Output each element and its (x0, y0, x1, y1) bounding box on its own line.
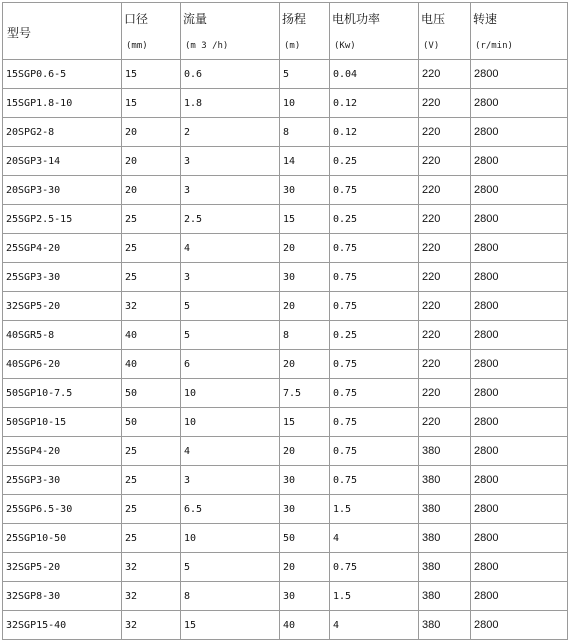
cell-model: 32SGP5-20 (3, 553, 122, 582)
table-row (3, 582, 568, 611)
cell-speed: 2800 (471, 408, 568, 437)
header-model-label: 型号 (7, 26, 32, 40)
cell-voltage: 220 (419, 379, 471, 408)
cell-head: 10 (280, 89, 330, 118)
cell-head: 15 (280, 408, 330, 437)
cell-model: 15SGP0.6-5 (3, 60, 122, 89)
table-row (3, 524, 568, 553)
table-row (3, 234, 568, 263)
cell-caliber: 32 (122, 292, 181, 321)
table-row (3, 495, 568, 524)
cell-speed: 2800 (471, 89, 568, 118)
cell-speed: 2800 (471, 379, 568, 408)
cell-voltage: 380 (419, 495, 471, 524)
cell-caliber: 25 (122, 263, 181, 292)
header-head-label: 扬程 (282, 12, 307, 26)
cell-head: 40 (280, 611, 330, 640)
cell-speed: 2800 (471, 147, 568, 176)
cell-caliber: 25 (122, 437, 181, 466)
header-speed-unit: (r/min) (475, 41, 513, 51)
cell-caliber: 15 (122, 60, 181, 89)
header-power (330, 3, 419, 60)
table-row (3, 379, 568, 408)
cell-caliber: 40 (122, 350, 181, 379)
cell-flow: 8 (181, 582, 280, 611)
cell-caliber: 50 (122, 379, 181, 408)
cell-power: 0.04 (330, 60, 419, 89)
cell-speed: 2800 (471, 205, 568, 234)
cell-flow: 15 (181, 611, 280, 640)
cell-voltage: 220 (419, 147, 471, 176)
cell-flow: 5 (181, 321, 280, 350)
cell-power: 0.25 (330, 321, 419, 350)
table-row (3, 205, 568, 234)
cell-speed: 2800 (471, 60, 568, 89)
header-voltage-unit: (V) (423, 41, 440, 51)
cell-caliber: 20 (122, 176, 181, 205)
table-row (3, 611, 568, 640)
header-voltage-label: 电压 (421, 12, 446, 26)
header-row (3, 3, 568, 60)
cell-flow: 3 (181, 263, 280, 292)
cell-flow: 0.6 (181, 60, 280, 89)
cell-model: 25SGP4-20 (3, 234, 122, 263)
cell-model: 20SGP3-14 (3, 147, 122, 176)
cell-flow: 3 (181, 147, 280, 176)
cell-speed: 2800 (471, 466, 568, 495)
table-row (3, 553, 568, 582)
cell-caliber: 15 (122, 89, 181, 118)
cell-voltage: 380 (419, 466, 471, 495)
cell-voltage: 220 (419, 89, 471, 118)
cell-head: 8 (280, 118, 330, 147)
table-row (3, 118, 568, 147)
cell-head: 8 (280, 321, 330, 350)
cell-speed: 2800 (471, 176, 568, 205)
table-row (3, 176, 568, 205)
header-caliber-label: 口径 (124, 12, 149, 26)
cell-voltage: 220 (419, 350, 471, 379)
cell-power: 4 (330, 611, 419, 640)
cell-model: 25SGP3-30 (3, 466, 122, 495)
cell-speed: 2800 (471, 582, 568, 611)
table-row (3, 292, 568, 321)
cell-power: 0.12 (330, 118, 419, 147)
cell-model: 20SGP3-30 (3, 176, 122, 205)
cell-flow: 5 (181, 292, 280, 321)
cell-power: 1.5 (330, 582, 419, 611)
table-row (3, 147, 568, 176)
cell-speed: 2800 (471, 553, 568, 582)
cell-model: 32SGP5-20 (3, 292, 122, 321)
cell-power: 0.75 (330, 263, 419, 292)
header-voltage (419, 3, 471, 60)
cell-model: 25SGP2.5-15 (3, 205, 122, 234)
cell-speed: 2800 (471, 495, 568, 524)
cell-caliber: 25 (122, 524, 181, 553)
cell-model: 50SGP10-15 (3, 408, 122, 437)
cell-head: 20 (280, 553, 330, 582)
cell-head: 14 (280, 147, 330, 176)
cell-head: 7.5 (280, 379, 330, 408)
cell-head: 20 (280, 234, 330, 263)
cell-voltage: 220 (419, 118, 471, 147)
table-row (3, 89, 568, 118)
cell-model: 50SGP10-7.5 (3, 379, 122, 408)
cell-flow: 10 (181, 408, 280, 437)
cell-power: 4 (330, 524, 419, 553)
table-row (3, 60, 568, 89)
cell-flow: 3 (181, 466, 280, 495)
header-caliber-unit: (mm) (126, 41, 148, 51)
cell-voltage: 380 (419, 553, 471, 582)
cell-caliber: 32 (122, 553, 181, 582)
table-row (3, 437, 568, 466)
cell-speed: 2800 (471, 524, 568, 553)
cell-voltage: 380 (419, 437, 471, 466)
table-row (3, 350, 568, 379)
cell-power: 0.75 (330, 350, 419, 379)
header-caliber (122, 3, 181, 60)
cell-model: 20SPG2-8 (3, 118, 122, 147)
cell-caliber: 25 (122, 205, 181, 234)
cell-voltage: 220 (419, 263, 471, 292)
cell-voltage: 380 (419, 582, 471, 611)
cell-flow: 3 (181, 176, 280, 205)
pump-spec-table (2, 2, 568, 640)
header-speed-label: 转速 (473, 12, 498, 26)
cell-power: 0.75 (330, 379, 419, 408)
header-model (3, 3, 122, 60)
cell-head: 15 (280, 205, 330, 234)
cell-power: 1.5 (330, 495, 419, 524)
cell-flow: 10 (181, 524, 280, 553)
cell-flow: 4 (181, 437, 280, 466)
table-row (3, 408, 568, 437)
cell-model: 32SGP15-40 (3, 611, 122, 640)
cell-voltage: 220 (419, 234, 471, 263)
cell-caliber: 32 (122, 582, 181, 611)
cell-model: 32SGP8-30 (3, 582, 122, 611)
cell-caliber: 50 (122, 408, 181, 437)
cell-voltage: 220 (419, 408, 471, 437)
cell-flow: 2 (181, 118, 280, 147)
cell-caliber: 20 (122, 118, 181, 147)
cell-power: 0.75 (330, 553, 419, 582)
header-speed (471, 3, 568, 60)
cell-caliber: 32 (122, 611, 181, 640)
cell-model: 25SGP10-50 (3, 524, 122, 553)
cell-model: 25SGP3-30 (3, 263, 122, 292)
cell-model: 25SGP4-20 (3, 437, 122, 466)
cell-power: 0.75 (330, 292, 419, 321)
cell-speed: 2800 (471, 263, 568, 292)
cell-voltage: 220 (419, 292, 471, 321)
cell-head: 30 (280, 176, 330, 205)
cell-speed: 2800 (471, 350, 568, 379)
cell-flow: 1.8 (181, 89, 280, 118)
cell-flow: 2.5 (181, 205, 280, 234)
cell-voltage: 380 (419, 524, 471, 553)
cell-power: 0.75 (330, 437, 419, 466)
cell-flow: 6 (181, 350, 280, 379)
table-row (3, 321, 568, 350)
cell-speed: 2800 (471, 437, 568, 466)
header-flow-unit: (m 3 /h) (185, 41, 229, 51)
cell-power: 0.75 (330, 466, 419, 495)
cell-model: 40SGP6-20 (3, 350, 122, 379)
cell-speed: 2800 (471, 321, 568, 350)
cell-flow: 5 (181, 553, 280, 582)
cell-head: 5 (280, 60, 330, 89)
cell-model: 40SGR5-8 (3, 321, 122, 350)
cell-flow: 10 (181, 379, 280, 408)
cell-caliber: 25 (122, 466, 181, 495)
table-row (3, 466, 568, 495)
cell-caliber: 40 (122, 321, 181, 350)
cell-voltage: 220 (419, 205, 471, 234)
cell-caliber: 25 (122, 234, 181, 263)
cell-voltage: 220 (419, 176, 471, 205)
cell-caliber: 25 (122, 495, 181, 524)
cell-voltage: 380 (419, 611, 471, 640)
cell-speed: 2800 (471, 611, 568, 640)
cell-model: 25SGP6.5-30 (3, 495, 122, 524)
cell-head: 20 (280, 350, 330, 379)
cell-flow: 6.5 (181, 495, 280, 524)
cell-speed: 2800 (471, 234, 568, 263)
cell-head: 20 (280, 292, 330, 321)
cell-caliber: 20 (122, 147, 181, 176)
header-power-unit: (Kw) (334, 41, 356, 51)
cell-model: 15SGP1.8-10 (3, 89, 122, 118)
cell-power: 0.25 (330, 147, 419, 176)
header-flow (181, 3, 280, 60)
cell-head: 30 (280, 495, 330, 524)
cell-voltage: 220 (419, 321, 471, 350)
cell-power: 0.12 (330, 89, 419, 118)
cell-power: 0.25 (330, 205, 419, 234)
header-flow-label: 流量 (183, 12, 208, 26)
cell-voltage: 220 (419, 60, 471, 89)
cell-flow: 4 (181, 234, 280, 263)
cell-head: 50 (280, 524, 330, 553)
header-head-unit: (m) (284, 41, 301, 51)
header-power-label: 电机功率 (332, 12, 381, 26)
cell-head: 30 (280, 466, 330, 495)
cell-head: 30 (280, 582, 330, 611)
cell-speed: 2800 (471, 292, 568, 321)
cell-power: 0.75 (330, 176, 419, 205)
cell-power: 0.75 (330, 234, 419, 263)
cell-head: 30 (280, 263, 330, 292)
table-row (3, 263, 568, 292)
header-head (280, 3, 330, 60)
cell-power: 0.75 (330, 408, 419, 437)
cell-head: 20 (280, 437, 330, 466)
cell-speed: 2800 (471, 118, 568, 147)
